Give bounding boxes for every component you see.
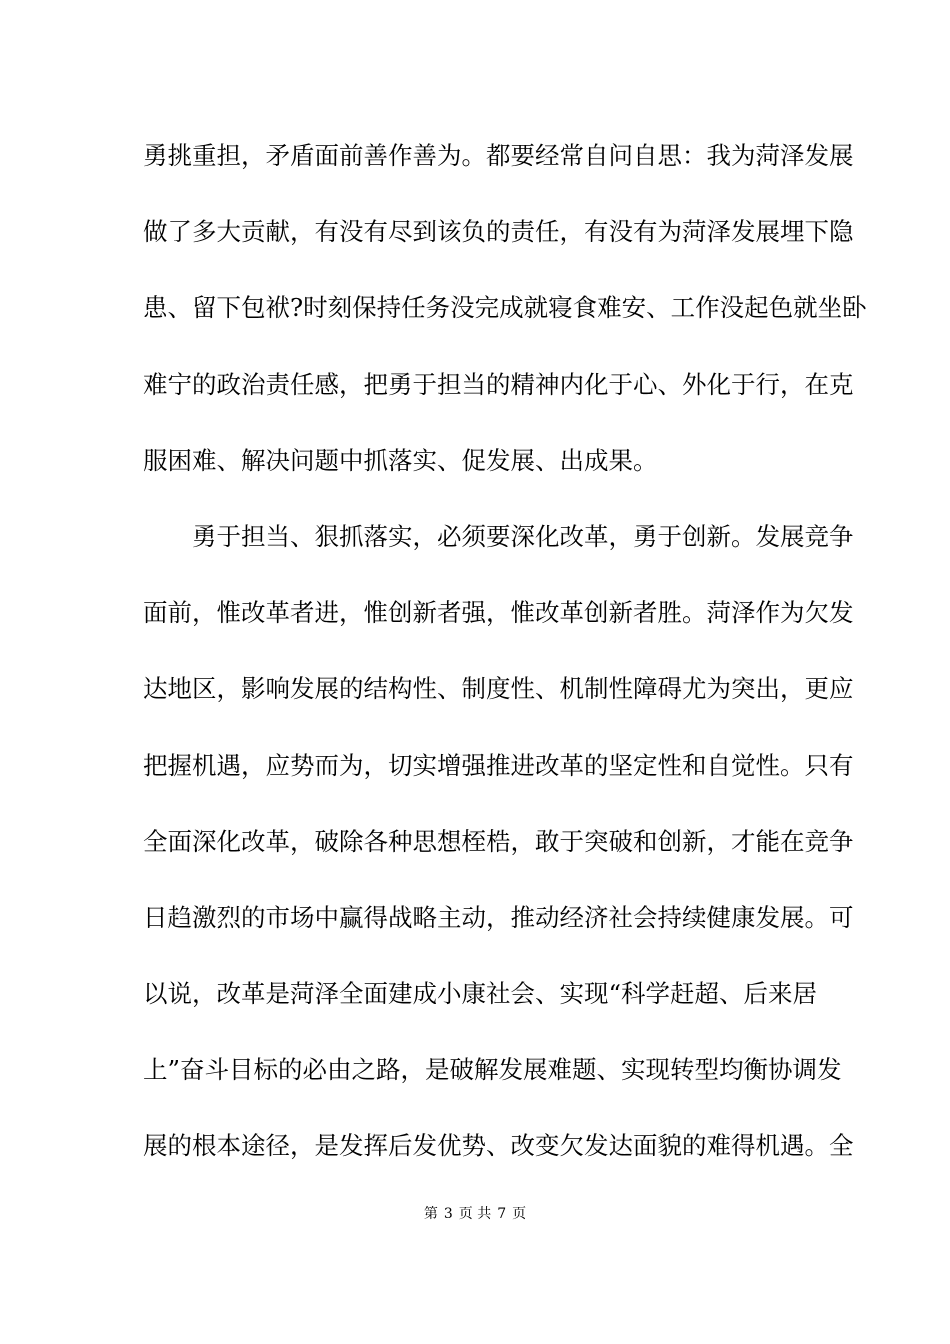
paragraph-line: 展的根本途径，是发挥后发优势、改变欠发达面貌的难得机遇。全	[143, 1131, 854, 1161]
paragraph-line: 以说，改革是菏泽全面建成小康社会、实现“科学赶超、后来居	[143, 979, 818, 1009]
paragraph-2	[143, 507, 854, 1193]
page-number-footer	[0, 1204, 950, 1224]
paragraph-line: 达地区，影响发展的结构性、制度性、机制性障碍尤为突出，更应	[143, 674, 854, 704]
paragraph-line: 难宁的政治责任感，把勇于担当的精神内化于心、外化于行，在克	[143, 369, 854, 399]
footer-current-page: 3	[443, 1206, 453, 1222]
footer-total-pages: 7	[497, 1206, 507, 1222]
paragraph-line: 做了多大贡献，有没有尽到该负的责任，有没有为菏泽发展埋下隐	[143, 217, 854, 247]
footer-suffix: 页	[512, 1206, 527, 1222]
paragraph-line: 勇于担当、狠抓落实，必须要深化改革，勇于创新。发展竞争	[192, 521, 854, 551]
paragraph-line: 勇挑重担，矛盾面前善作善为。都要经常自问自思：我为菏泽发展	[143, 141, 854, 170]
body-text	[143, 126, 867, 1193]
paragraph-1	[143, 126, 867, 507]
paragraph-line: 服困难、解决问题中抓落实、促发展、出成果。	[143, 445, 658, 475]
paragraph-line: 面前，惟改革者进，惟创新者强，惟改革创新者胜。菏泽作为欠发	[143, 598, 854, 628]
paragraph-line: 全面深化改革，破除各种思想桎梏，敢于突破和创新，才能在竞争	[143, 826, 854, 856]
footer-middle: 页 共	[458, 1206, 492, 1222]
paragraph-line: 日趋激烈的市场中赢得战略主动，推动经济社会持续健康发展。可	[143, 902, 854, 932]
paragraph-line: 患、留下包袱?时刻保持任务没完成就寝食难安、工作没起色就坐卧	[143, 293, 867, 323]
paragraph-line: 把握机遇，应势而为，切实增强推进改革的坚定性和自觉性。只有	[143, 750, 854, 780]
footer-prefix: 第	[423, 1206, 438, 1222]
paragraph-line: 上”奋斗目标的必由之路，是破解发展难题、实现转型均衡协调发	[143, 1055, 842, 1085]
